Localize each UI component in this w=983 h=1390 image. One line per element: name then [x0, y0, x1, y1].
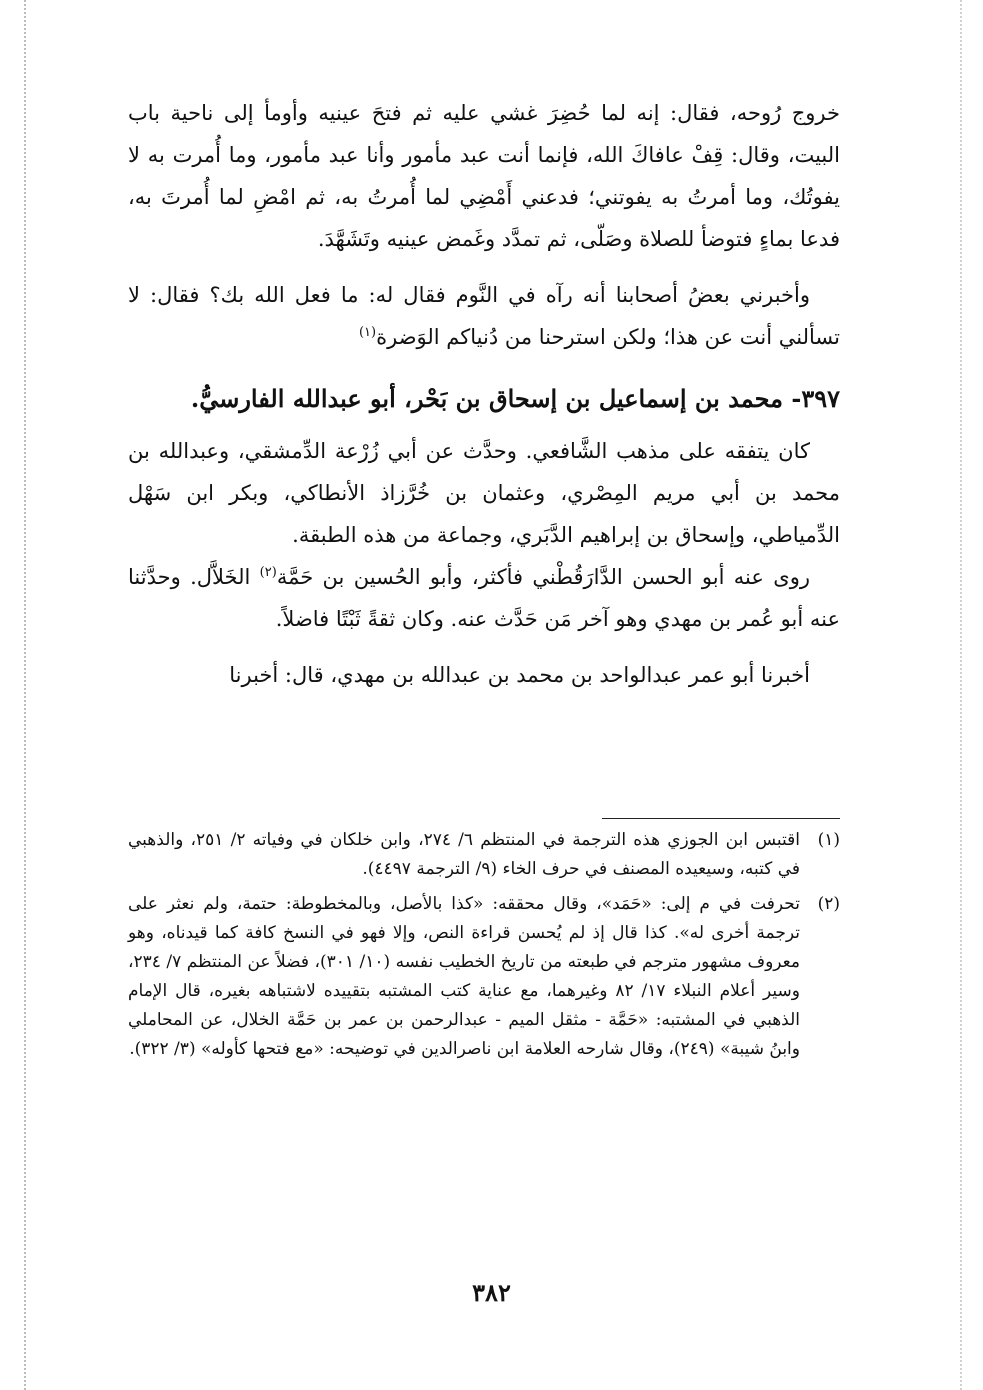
footnote-separator — [602, 818, 840, 819]
footnote-1 — [128, 826, 840, 884]
left-margin-dots — [24, 0, 28, 1390]
paragraph-teachers: كان يتفقه على مذهب الشَّافعي. وحدَّث عن أبي زُرْعة الدِّمشقي، وعبدالله بن محمد بن أبي مريم المِصْري، وعثمان بن خُرَّزاذ الأنطاكي، وبكر ابن سَهْل الدِّمياطي، وإسحاق بن إبراهيم الدَّبَري، وجماعة من هذه الطبقة. — [128, 439, 840, 547]
paragraph-students — [128, 556, 840, 640]
footnote-text: تحرفت في م إلى: «حَمَد»، وقال محققه: «كذا بالأصل، وبالمخطوطة: حتمة، ولم نعثر على ترجمة أخرى له». كذا قال إذ لم يُحسن قراءة النص، وإلا فهو في النسخ كافة كما قيدناه، وهو معروف مشهور مترجم في طبعته من تاريخ الخطيب نفسه (١٠/ ٣٠١)، فضلاً عن المنتظم ٧/ ٢٣٤، وسير أعلام النبلاء ١٧/ ٨٢ وغيرهما، مع عناية كتب المشتبه بتقييده لاشتباهه بغيره، قال الإمام الذهبي في المشتبه: «حَمَّة - مثقل الميم - عبدالرحمن بن عمر بن حَمَّة الخلال، عن المحاملي وابنُ شيبة» (٢٤٩)، وقال شارحه العلامة ابن ناصرالدين في توضيحه: «مع فتحها كأوله» (٣/ ٣٢٢). — [128, 894, 800, 1059]
footnote-ref-1: (١) — [358, 325, 377, 340]
footnote-text: اقتبس ابن الجوزي هذه الترجمة في المنتظم ٦/ ٢٧٤، وابن خلكان في وفياته ٢/ ٢٥١، والذهبي في كتبه، وسيعيده المصنف في حرف الخاء (٩/ الترجمة ٤٤٩٧). — [128, 830, 801, 879]
biography-heading: ٣٩٧- محمد بن إسماعيل بن إسحاق بن بَحْر، أبو عبدالله الفارسيُّ. — [190, 384, 840, 413]
right-margin-dots — [960, 0, 964, 1390]
paragraph-students-text-a: روى عنه أبو الحسن الدَّارَقُطْني فأكثر، وأبو الحُسين بن حَمَّة — [276, 565, 810, 589]
footnote-ref-2: (٢) — [259, 565, 277, 580]
paragraph-dream-text: وأخبرني بعضُ أصحابنا أنه رآه في النَّوم فقال له: ما فعل الله بك؟ فقال: لا تسألني أنت عن هذا؛ ولكن استرحنا من دُنياكم الوَضرة — [128, 283, 840, 349]
paragraph-isnad: أخبرنا أبو عمر عبدالواحد بن محمد بن عبدالله بن مهدي، قال: أخبرنا — [229, 663, 810, 687]
footnote-number: (٢) — [817, 894, 840, 914]
footnote-2 — [128, 890, 840, 1064]
footnote-number: (١) — [817, 830, 840, 850]
paragraph-students-text-b: الخَلاَّل. وحدَّثنا عنه أبو عُمر بن مهدي وهو آخر مَن حَدَّث عنه. وكان ثقةً ثَبْتًا فاضلاً. — [128, 565, 840, 631]
page-number: ٣٨٢ — [472, 1278, 511, 1307]
paragraph-death-account: خروج رُوحه، فقال: إنه لما حُضِرَ غشي عليه ثم فتحَ عينيه وأومأ إلى ناحية باب البيت، وقال: قِفْ عافاكَ الله، فإنما أنت عبد مأمور وأنا عبد مأمور، وما أُمرت به لا يفوتُك، وما أمرتُ به يفوتني؛ فدعني أَمْضِي لما أُمرتُ به، ثم امْضِ لما أُمرتَ به، فدعا بماءٍ فتوضأ للصلاة وصَلّى، ثم تمدَّد وغَمض عينيه وتَشَهَّدَ. — [128, 101, 840, 251]
footnotes — [128, 826, 840, 1070]
main-text — [128, 92, 840, 696]
paragraph-dream — [128, 274, 840, 358]
